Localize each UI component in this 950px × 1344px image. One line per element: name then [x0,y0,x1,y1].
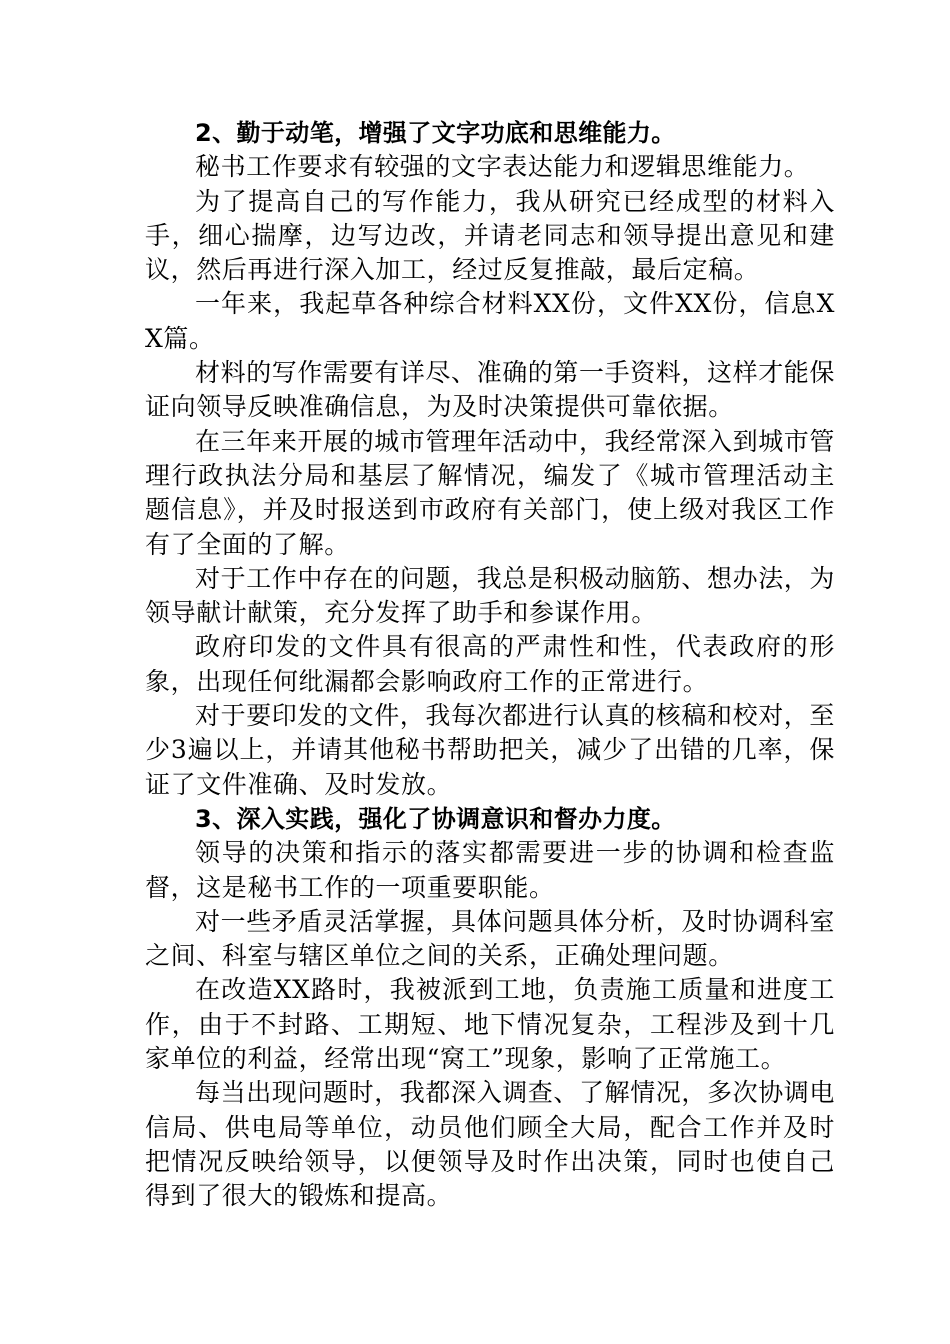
paragraph: 材料的写作需要有详尽、准确的第一手资料，这样才能保证向领导反映准确信息，为及时决策提供可靠依据。 [145,358,836,422]
paragraph: 对于要印发的文件，我每次都进行认真的核稿和校对，至少3遍以上，并请其他秘书帮助把关，减少了出错的几率，保证了文件准确、及时发放。 [145,701,836,799]
document-body [145,116,835,1214]
paragraph: 一年来，我起草各种综合材料XX份，文件XX份，信息XX篇。 [145,289,835,353]
paragraph: 每当出现问题时，我都深入调查、了解情况，多次协调电信局、供电局等单位，动员他们顾全大局，配合工作并及时把情况反映给领导，以便领导及时作出决策，同时也使自己得到了很大的锻炼和提高。 [145,1078,836,1211]
paragraph: 在三年来开展的城市管理年活动中，我经常深入到城市管理行政执法分局和基层了解情况，编发了《城市管理活动主题信息》，并及时报送到市政府有关部门，使上级对我区工作有了全面的了解。 [145,426,836,559]
paragraph: 在改造XX路时，我被派到工地，负责施工质量和进度工作，由于不封路、工期短、地下情况复杂，工程涉及到十几家单位的利益，经常出现“窝工”现象，影响了正常施工。 [145,975,835,1074]
paragraph: 秘书工作要求有较强的文字表达能力和逻辑思维能力。 [195,152,810,182]
section-2-heading: 2、勤于动笔，增强了文字功底和思维能力。 [195,119,676,147]
paragraph: 对一些矛盾灵活掌握，具体问题具体分析，及时协调科室之间、科室与辖区单位之间的关系，正确处理问题。 [145,906,836,971]
section-3-heading: 3、深入实践，强化了协调意识和督办力度。 [195,804,676,833]
paragraph: 政府印发的文件具有很高的严肃性和性，代表政府的形象，出现任何纰漏都会影响政府工作的正常进行。 [145,632,835,696]
paragraph: 领导的决策和指示的落实都需要进一步的协调和检查监督，这是秘书工作的一项重要职能。 [145,838,835,902]
paragraph: 对于工作中存在的问题，我总是积极动脑筋、想办法，为领导献计献策，充分发挥了助手和参谋作用。 [145,563,836,628]
paragraph: 为了提高自己的写作能力，我从研究已经成型的材料入手，细心揣摩，边写边改，并请老同志和领导提出意见和建议，然后再进行深入加工，经过反复推敲，最后定稿。 [145,186,835,285]
